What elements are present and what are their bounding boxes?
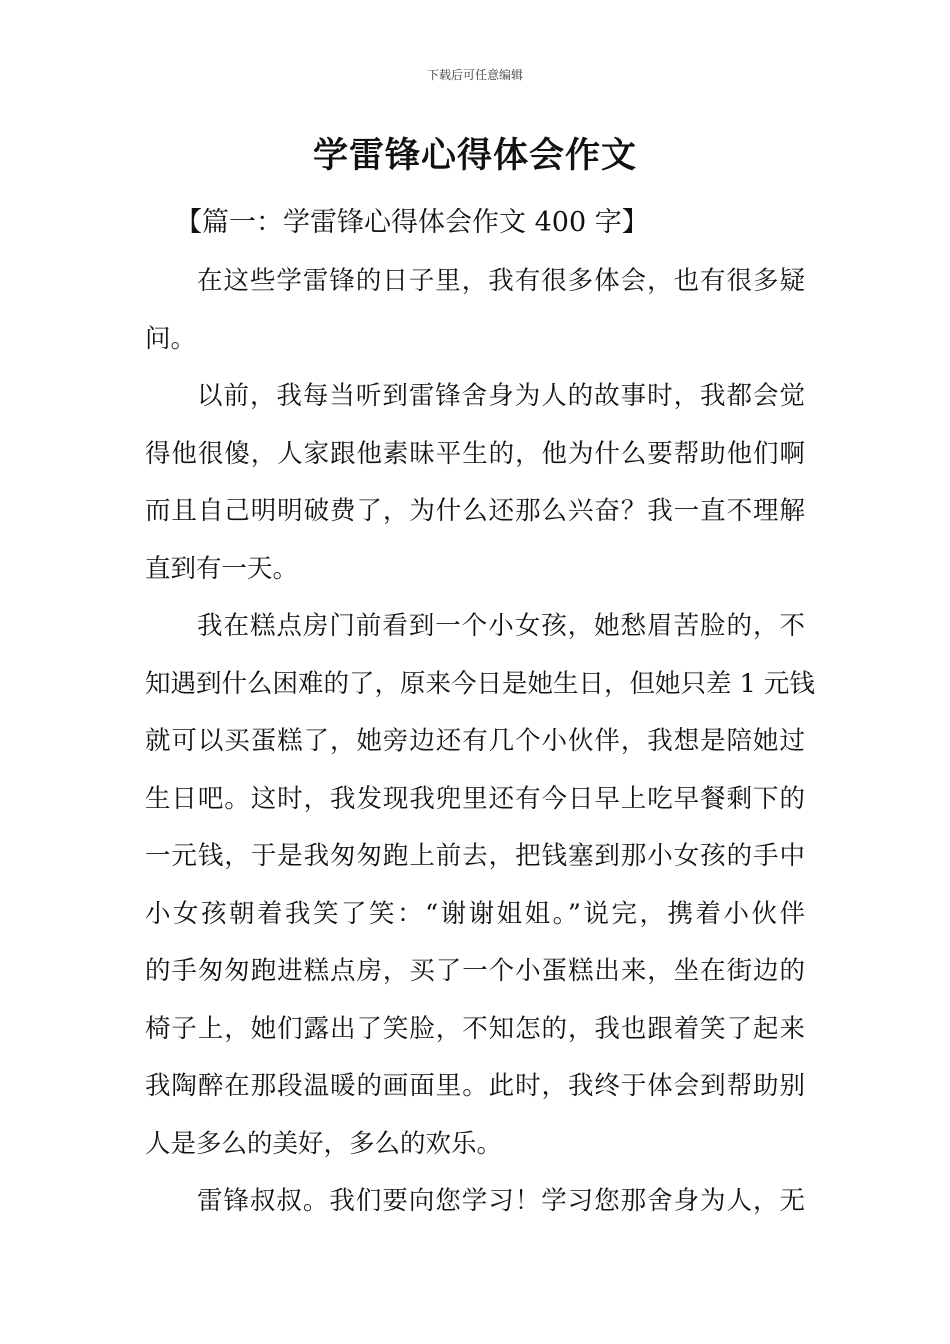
header-note: 下载后可任意编辑 [426,68,523,82]
paragraph-line: 知遇到什么困难的了，原来今日是她生日，但她只差 1 元钱 [145,668,815,699]
paragraph-line: 问。 [145,323,197,354]
document-title: 学雷锋心得体会作文 [312,136,637,176]
paragraph-3 [145,598,815,1173]
paragraph-4 [145,1173,805,1231]
paragraph-line: 我陶醉在那段温暖的画面里。此时，我终于体会到帮助别 [145,1071,805,1101]
paragraph-line: 一元钱，于是我匆匆跑上前去，把钱塞到那小女孩的手中 [145,841,805,871]
paragraph-line: 的手匆匆跑进糕点房，买了一个小蛋糕出来，坐在街边的 [145,956,805,986]
paragraph-line: 直到有一天。 [145,553,299,584]
paragraph-line: 椅子上，她们露出了笑脸，不知怎的，我也跟着笑了起来 [145,1013,805,1044]
paragraph-line: 得他很傻，人家跟他素昧平生的，他为什么要帮助他们啊 [145,438,805,469]
paragraph-line: 小女孩朝着我笑了笑：“谢谢姐姐。”说完，携着小伙伴 [145,898,805,929]
paragraph-line: 就可以买蛋糕了，她旁边还有几个小伙伴，我想是陪她过 [145,726,805,756]
paragraph-line: 生日吧。这时，我发现我兜里还有今日早上吃早餐剩下的 [145,783,805,814]
section-heading: 【篇一：学雷锋心得体会作文 400 字】 [175,207,649,238]
paragraph-2 [145,368,805,598]
paragraph-line: 我在糕点房门前看到一个小女孩，她愁眉苦脸的，不 [197,611,805,641]
body-text [145,253,815,1231]
paragraph-1 [145,253,805,368]
paragraph-line: 雷锋叔叔。我们要向您学习！学习您那舍身为人，无 [197,1186,805,1216]
paragraph-line: 而且自己明明破费了，为什么还那么兴奋？我一直不理解 [145,496,805,526]
paragraph-line: 以前，我每当听到雷锋舍身为人的故事时，我都会觉 [197,381,805,411]
paragraph-line: 在这些学雷锋的日子里，我有很多体会，也有很多疑 [197,266,805,296]
paragraph-line: 人是多么的美好，多么的欢乐。 [145,1128,503,1159]
